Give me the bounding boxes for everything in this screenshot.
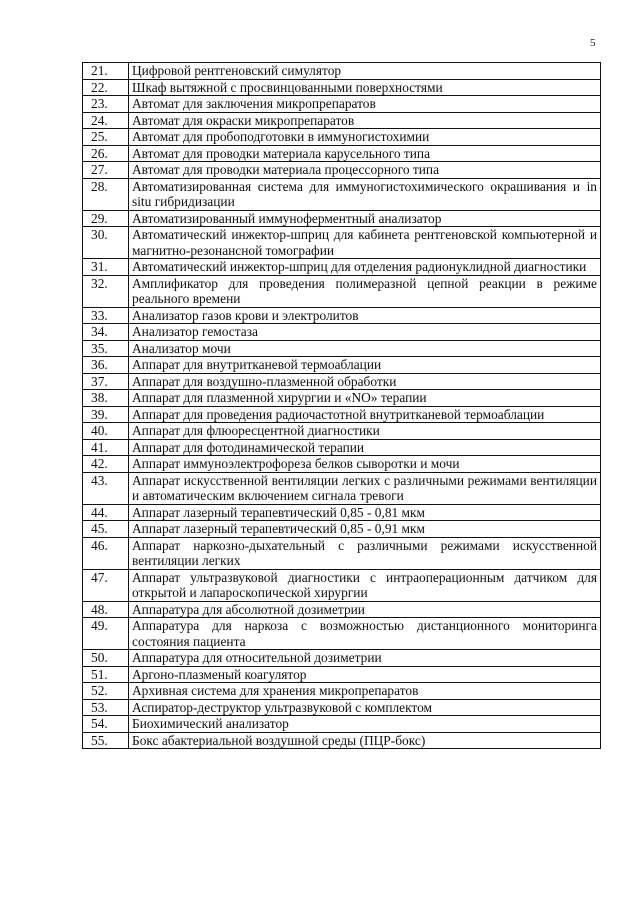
table-row	[83, 390, 601, 407]
row-number: 53.	[83, 699, 129, 716]
row-number: 31.	[83, 259, 129, 276]
row-number: 21.	[83, 63, 129, 80]
equipment-name: Автоматический инжектор-шприц для кабинета рентгеновской компьютерной и магнитно-резонансной томографии	[129, 227, 601, 259]
row-number: 33.	[83, 307, 129, 324]
equipment-name: Автомат для заключения микропрепаратов	[129, 96, 601, 113]
table-row	[83, 618, 601, 650]
equipment-name: Автоматизированная система для иммуногистохимического окрашивания и in situ гибридизации	[129, 178, 601, 210]
table-row	[83, 275, 601, 307]
row-number: 42.	[83, 456, 129, 473]
equipment-name: Анализатор мочи	[129, 340, 601, 357]
table-row	[83, 521, 601, 538]
table-row	[83, 601, 601, 618]
row-number: 38.	[83, 390, 129, 407]
table-row	[83, 178, 601, 210]
equipment-name: Бокс абактериальной воздушной среды (ПЦР-бокс)	[129, 732, 601, 749]
table-row	[83, 732, 601, 749]
equipment-name: Аппаратура для наркоза с возможностью дистанционного мониторинга состояния пациента	[129, 618, 601, 650]
equipment-name: Аспиратор-деструктор ультразвуковой с комплектом	[129, 699, 601, 716]
row-number: 34.	[83, 324, 129, 341]
table-row	[83, 666, 601, 683]
row-number: 22.	[83, 79, 129, 96]
equipment-name: Автомат для пробоподготовки в иммуногистохимии	[129, 129, 601, 146]
row-number: 27.	[83, 162, 129, 179]
equipment-name: Аппарат искусственной вентиляции легких с различными режимами вентиляции и автоматическим включением сигнала тревоги	[129, 472, 601, 504]
table-row	[83, 537, 601, 569]
table-row	[83, 79, 601, 96]
equipment-name: Аппарат наркозно-дыхательный с различными режимами искусственной вентиляции легких	[129, 537, 601, 569]
table-row	[83, 210, 601, 227]
row-number: 35.	[83, 340, 129, 357]
row-number: 45.	[83, 521, 129, 538]
table-row	[83, 472, 601, 504]
equipment-name: Амплификатор для проведения полимеразной цепной реакции в режиме реального времени	[129, 275, 601, 307]
equipment-name: Аппарат для плазменной хирургии и «NO» терапии	[129, 390, 601, 407]
equipment-name: Анализатор гемостаза	[129, 324, 601, 341]
equipment-name: Цифровой рентгеновский симулятор	[129, 63, 601, 80]
equipment-name: Биохимический анализатор	[129, 716, 601, 733]
equipment-name: Анализатор газов крови и электролитов	[129, 307, 601, 324]
table-body	[83, 63, 601, 749]
table-row	[83, 324, 601, 341]
equipment-name: Аппаратура для относительной дозиметрии	[129, 650, 601, 667]
table-row	[83, 227, 601, 259]
equipment-name: Аппаратура для абсолютной дозиметрии	[129, 601, 601, 618]
row-number: 43.	[83, 472, 129, 504]
equipment-name: Автоматический инжектор-шприц для отделения радионуклидной диагностики	[129, 259, 601, 276]
row-number: 25.	[83, 129, 129, 146]
equipment-name: Аргоно-плазменый коагулятор	[129, 666, 601, 683]
table-row	[83, 162, 601, 179]
row-number: 40.	[83, 423, 129, 440]
table-row	[83, 96, 601, 113]
equipment-name: Аппарат для фотодинамической терапии	[129, 439, 601, 456]
equipment-name: Автомат для окраски микропрепаратов	[129, 112, 601, 129]
row-number: 32.	[83, 275, 129, 307]
table-row	[83, 259, 601, 276]
table-row	[83, 716, 601, 733]
table-row	[83, 650, 601, 667]
table-row	[83, 504, 601, 521]
equipment-table	[82, 62, 601, 749]
table-row	[83, 145, 601, 162]
table-row	[83, 357, 601, 374]
row-number: 48.	[83, 601, 129, 618]
equipment-name: Автомат для проводки материала процессорного типа	[129, 162, 601, 179]
row-number: 46.	[83, 537, 129, 569]
equipment-name: Шкаф вытяжной с просвинцованными поверхностями	[129, 79, 601, 96]
equipment-name: Аппарат иммуноэлектрофореза белков сыворотки и мочи	[129, 456, 601, 473]
page-number: 5	[590, 37, 596, 49]
table-row	[83, 340, 601, 357]
row-number: 39.	[83, 406, 129, 423]
table-row	[83, 439, 601, 456]
equipment-name: Аппарат ультразвуковой диагностики с интраоперационным датчиком для открытой и лапароскопической хирургии	[129, 569, 601, 601]
row-number: 52.	[83, 683, 129, 700]
row-number: 36.	[83, 357, 129, 374]
row-number: 41.	[83, 439, 129, 456]
row-number: 23.	[83, 96, 129, 113]
row-number: 49.	[83, 618, 129, 650]
table-row	[83, 307, 601, 324]
equipment-name: Аппарат лазерный терапевтический 0,85 - 0,91 мкм	[129, 521, 601, 538]
equipment-name: Аппарат для проведения радиочастотной внутритканевой термоаблации	[129, 406, 601, 423]
row-number: 24.	[83, 112, 129, 129]
equipment-name: Автомат для проводки материала карусельного типа	[129, 145, 601, 162]
equipment-name: Архивная система для хранения микропрепаратов	[129, 683, 601, 700]
equipment-name: Автоматизированный иммуноферментный анализатор	[129, 210, 601, 227]
table-row	[83, 63, 601, 80]
row-number: 44.	[83, 504, 129, 521]
row-number: 29.	[83, 210, 129, 227]
table-row	[83, 569, 601, 601]
row-number: 30.	[83, 227, 129, 259]
row-number: 55.	[83, 732, 129, 749]
row-number: 47.	[83, 569, 129, 601]
row-number: 51.	[83, 666, 129, 683]
table-row	[83, 373, 601, 390]
equipment-name: Аппарат лазерный терапевтический 0,85 - 0,81 мкм	[129, 504, 601, 521]
equipment-name: Аппарат для воздушно-плазменной обработки	[129, 373, 601, 390]
table-row	[83, 683, 601, 700]
table-row	[83, 423, 601, 440]
row-number: 26.	[83, 145, 129, 162]
table-row	[83, 112, 601, 129]
equipment-name: Аппарат для флюоресцентной диагностики	[129, 423, 601, 440]
table-row	[83, 129, 601, 146]
row-number: 28.	[83, 178, 129, 210]
row-number: 54.	[83, 716, 129, 733]
row-number: 37.	[83, 373, 129, 390]
table-row	[83, 699, 601, 716]
table-row	[83, 406, 601, 423]
row-number: 50.	[83, 650, 129, 667]
table-row	[83, 456, 601, 473]
equipment-name: Аппарат для внутритканевой термоаблации	[129, 357, 601, 374]
